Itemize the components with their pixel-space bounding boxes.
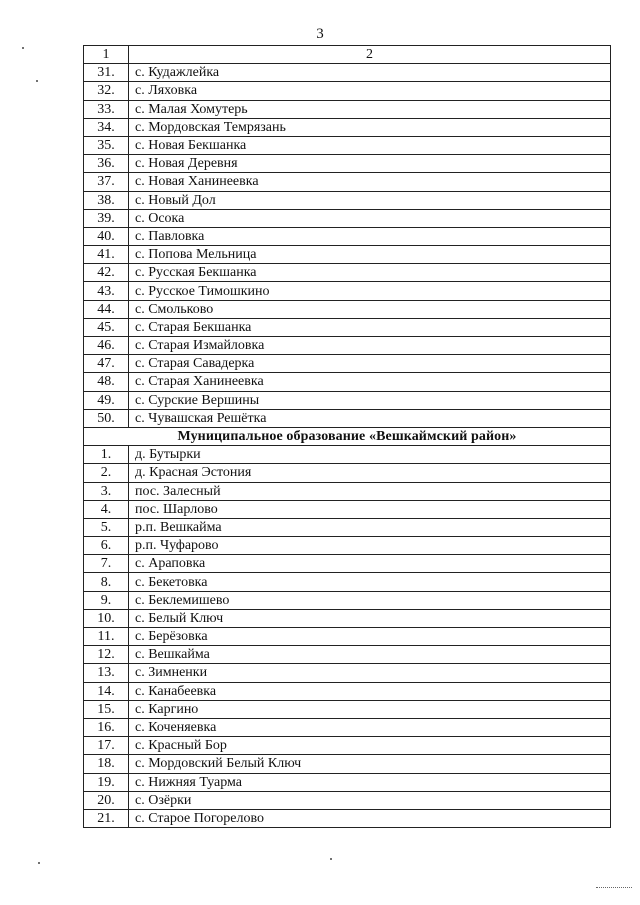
row-number: 21. [84,809,129,827]
settlement-name: с. Новая Ханинеевка [129,173,611,191]
row-number: 16. [84,718,129,736]
row-number: 35. [84,136,129,154]
table-row [84,628,611,646]
row-number: 9. [84,591,129,609]
row-number: 47. [84,355,129,373]
table-row [84,318,611,336]
table-row [84,482,611,500]
table-row [84,64,611,82]
table-row [84,100,611,118]
row-number: 39. [84,209,129,227]
row-number: 5. [84,518,129,536]
row-number: 13. [84,664,129,682]
table-row [84,555,611,573]
row-number: 15. [84,700,129,718]
row-number: 20. [84,791,129,809]
table-row [84,409,611,427]
table-row [84,118,611,136]
settlement-name: р.п. Чуфарово [129,537,611,555]
table-row [84,537,611,555]
table-row [84,155,611,173]
row-number: 41. [84,246,129,264]
scan-speck [22,47,24,49]
table-row [84,246,611,264]
row-number: 6. [84,537,129,555]
section-title: Муниципальное образование «Вешкаймский район» [84,427,611,445]
settlement-name: с. Павловка [129,227,611,245]
scan-speck [38,862,40,864]
table-row [84,718,611,736]
page-number: 3 [316,26,324,42]
settlement-name: с. Старая Бекшанка [129,318,611,336]
settlement-name: с. Зимненки [129,664,611,682]
row-number: 12. [84,646,129,664]
table-row [84,591,611,609]
settlement-name: с. Коченяевка [129,718,611,736]
table-row [84,446,611,464]
row-number: 38. [84,191,129,209]
settlement-name: с. Старое Погорелово [129,809,611,827]
row-number: 11. [84,628,129,646]
settlement-name: с. Красный Бор [129,737,611,755]
table-row [84,737,611,755]
settlement-name: с. Старая Савадерка [129,355,611,373]
table-row [84,391,611,409]
settlements-table [83,45,611,828]
settlement-name: с. Озёрки [129,791,611,809]
table-row [84,573,611,591]
table-row [84,373,611,391]
table-row [84,682,611,700]
table-row [84,355,611,373]
settlement-name: с. Ляховка [129,82,611,100]
settlement-name: с. Старая Измайловка [129,337,611,355]
row-number: 10. [84,609,129,627]
settlement-name: с. Араповка [129,555,611,573]
table-row [84,136,611,154]
table-row [84,500,611,518]
table-row [84,264,611,282]
scan-speck [330,858,332,860]
header-col-2: 2 [129,46,611,64]
settlement-name: с. Новая Бекшанка [129,136,611,154]
settlement-name: с. Новый Дол [129,191,611,209]
table-row [84,773,611,791]
table-row [84,791,611,809]
row-number: 14. [84,682,129,700]
scan-speck [36,80,38,82]
settlement-name: д. Бутырки [129,446,611,464]
row-number: 40. [84,227,129,245]
table-row [84,191,611,209]
settlement-name: с. Старая Ханинеевка [129,373,611,391]
settlement-name: с. Нижняя Туарма [129,773,611,791]
settlement-name: с. Мордовский Белый Ключ [129,755,611,773]
settlement-name: пос. Шарлово [129,500,611,518]
table-row [84,209,611,227]
row-number: 46. [84,337,129,355]
settlement-name: с. Осока [129,209,611,227]
settlement-name: с. Бекетовка [129,573,611,591]
row-number: 1. [84,446,129,464]
row-number: 34. [84,118,129,136]
row-number: 17. [84,737,129,755]
settlement-name: с. Белый Ключ [129,609,611,627]
row-number: 8. [84,573,129,591]
header-col-1: 1 [84,46,129,64]
table-row [84,282,611,300]
settlement-name: с. Сурские Вершины [129,391,611,409]
table-row [84,755,611,773]
section-row [84,427,611,445]
row-number: 45. [84,318,129,336]
settlement-name: с. Русская Бекшанка [129,264,611,282]
row-number: 7. [84,555,129,573]
table-body [84,46,611,828]
row-number: 43. [84,282,129,300]
row-number: 31. [84,64,129,82]
settlement-name: с. Русское Тимошкино [129,282,611,300]
row-number: 3. [84,482,129,500]
row-number: 18. [84,755,129,773]
table-row [84,173,611,191]
settlement-name: с. Смольково [129,300,611,318]
row-number: 37. [84,173,129,191]
settlement-name: с. Новая Деревня [129,155,611,173]
settlement-name: с. Малая Хомутерь [129,100,611,118]
settlement-name: с. Вешкайма [129,646,611,664]
table-row [84,646,611,664]
row-number: 36. [84,155,129,173]
settlement-name: р.п. Вешкайма [129,518,611,536]
table-row [84,700,611,718]
row-number: 2. [84,464,129,482]
row-number: 42. [84,264,129,282]
table-row [84,82,611,100]
row-number: 4. [84,500,129,518]
row-number: 50. [84,409,129,427]
settlement-name: с. Беклемишево [129,591,611,609]
table-row [84,809,611,827]
table-row [84,227,611,245]
table-row [84,518,611,536]
row-number: 48. [84,373,129,391]
row-number: 49. [84,391,129,409]
settlement-name: с. Чувашская Решётка [129,409,611,427]
row-number: 19. [84,773,129,791]
table-row [84,464,611,482]
settlement-name: с. Попова Мельница [129,246,611,264]
settlement-name: пос. Залесный [129,482,611,500]
table-row [84,664,611,682]
row-number: 32. [84,82,129,100]
row-number: 44. [84,300,129,318]
settlement-name: с. Канабеевка [129,682,611,700]
settlement-name: с. Каргино [129,700,611,718]
scan-dotted-mark [596,887,632,888]
settlement-name: с. Мордовская Темрязань [129,118,611,136]
settlement-name: д. Красная Эстония [129,464,611,482]
table-row [84,300,611,318]
settlement-name: с. Берёзовка [129,628,611,646]
table-row [84,337,611,355]
table-header-row [84,46,611,64]
row-number: 33. [84,100,129,118]
settlement-name: с. Кудажлейка [129,64,611,82]
table-row [84,609,611,627]
